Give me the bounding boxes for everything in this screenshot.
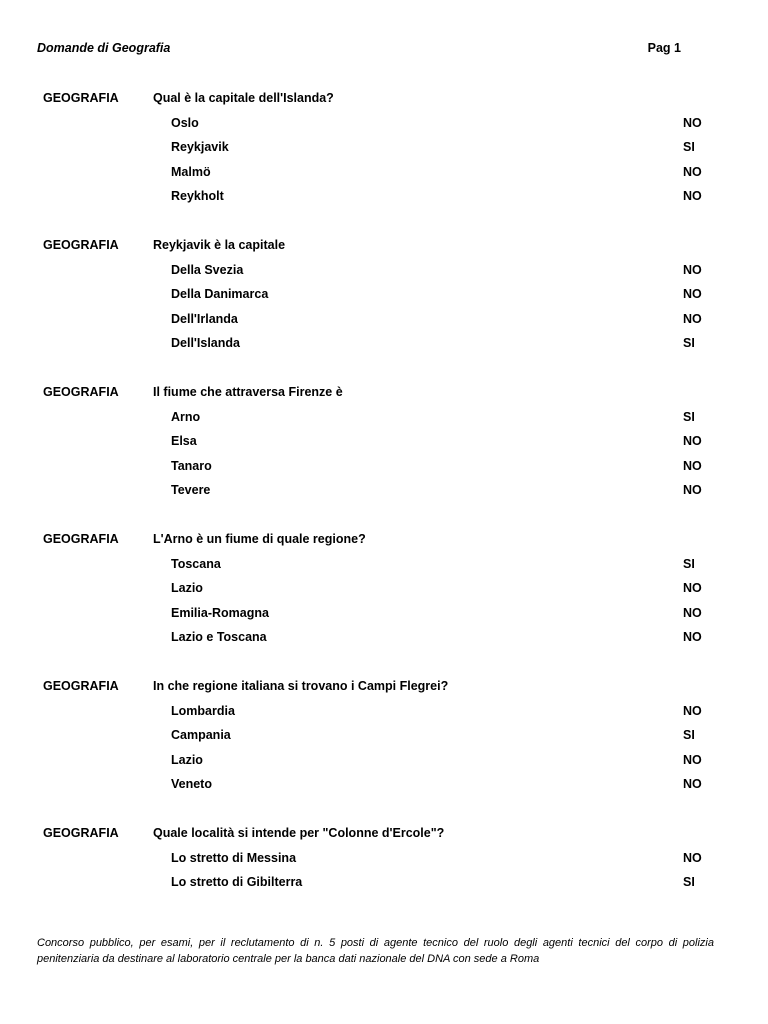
answer-option: [0, 114, 768, 139]
question-row: [0, 677, 768, 702]
option-label: Campania: [171, 728, 231, 742]
answer-option: [0, 481, 768, 506]
option-label: Reykholt: [171, 189, 224, 203]
option-answer: NO: [683, 311, 702, 326]
answer-option: [0, 775, 768, 800]
option-label: Lo stretto di Messina: [171, 850, 297, 865]
option-answer: NO: [683, 850, 702, 865]
option-answer: SI: [683, 409, 695, 424]
option-answer: NO: [683, 287, 702, 301]
answer-option: [0, 873, 768, 898]
option-label: Tevere: [171, 483, 211, 497]
question-row: [0, 89, 768, 114]
option-label: Malmö: [171, 164, 211, 179]
page-header: [37, 41, 681, 61]
option-label: Reykjavik: [171, 140, 229, 154]
question-row: [0, 383, 768, 408]
option-label: Dell'Irlanda: [171, 311, 238, 326]
answer-option: [0, 163, 768, 188]
question-block: [0, 530, 768, 653]
option-answer: NO: [683, 777, 702, 791]
option-answer: NO: [683, 115, 702, 130]
question-category: GEOGRAFIA: [43, 532, 119, 546]
answer-option: [0, 432, 768, 457]
option-answer: NO: [683, 630, 702, 644]
option-label: Dell'Islanda: [171, 336, 240, 350]
question-category: GEOGRAFIA: [43, 238, 119, 252]
footer-note: Concorso pubblico, per esami, per il reclutamento di n. 5 posti di agente tecnico del ruolo degli agenti tecnici del corpo di polizia penitenziaria da destinare al laboratorio centrale per la banca dati nazionale del DNA con sede a Roma: [37, 937, 714, 965]
option-label: Lombardia: [171, 703, 235, 718]
answer-option: [0, 726, 768, 751]
answer-option: [0, 285, 768, 310]
answer-option: [0, 408, 768, 433]
option-label: Emilia-Romagna: [171, 605, 269, 620]
option-answer: SI: [683, 875, 695, 889]
question-text: Qual è la capitale dell'Islanda?: [153, 91, 334, 105]
option-label: Tanaro: [171, 458, 212, 473]
question-text: In che regione italiana si trovano i Campi Flegrei?: [153, 679, 449, 693]
answer-option: [0, 555, 768, 580]
option-label: Della Svezia: [171, 262, 244, 277]
option-answer: NO: [683, 703, 702, 718]
question-category: GEOGRAFIA: [43, 385, 119, 399]
answer-option: [0, 187, 768, 212]
option-label: Lo stretto di Gibilterra: [171, 875, 303, 889]
option-answer: NO: [683, 262, 702, 277]
question-list: [0, 89, 768, 922]
option-label: Toscana: [171, 556, 221, 571]
answer-option: [0, 849, 768, 874]
option-answer: SI: [683, 336, 695, 350]
question-text: Reykjavik è la capitale: [153, 238, 286, 252]
option-answer: NO: [683, 605, 702, 620]
option-answer: NO: [683, 752, 702, 767]
option-label: Elsa: [171, 434, 197, 448]
question-text: Quale località si intende per "Colonne d'Ercole"?: [153, 826, 445, 840]
option-label: Oslo: [171, 115, 199, 130]
answer-option: [0, 751, 768, 776]
option-answer: NO: [683, 189, 702, 203]
answer-option: [0, 579, 768, 604]
option-answer: NO: [683, 458, 702, 473]
answer-option: [0, 138, 768, 163]
question-row: [0, 236, 768, 261]
question-block: [0, 677, 768, 800]
question-row: [0, 824, 768, 849]
question-category: GEOGRAFIA: [43, 91, 119, 105]
answer-option: [0, 628, 768, 653]
question-block: [0, 89, 768, 212]
answer-option: [0, 604, 768, 629]
option-answer: SI: [683, 728, 695, 742]
option-answer: SI: [683, 140, 695, 154]
answer-option: [0, 457, 768, 482]
option-label: Della Danimarca: [171, 287, 269, 301]
option-label: Lazio: [171, 581, 203, 595]
answer-option: [0, 310, 768, 335]
question-text: Il fiume che attraversa Firenze è: [153, 385, 343, 399]
answer-option: [0, 702, 768, 727]
question-category: GEOGRAFIA: [43, 679, 119, 693]
option-answer: NO: [683, 483, 702, 497]
page-number: Pag 1: [647, 41, 681, 55]
question-row: [0, 530, 768, 555]
document-title: Domande di Geografia: [37, 41, 171, 55]
question-block: [0, 824, 768, 898]
option-answer: NO: [683, 434, 702, 448]
option-label: Lazio: [171, 752, 203, 767]
question-block: [0, 236, 768, 359]
option-answer: NO: [683, 164, 702, 179]
answer-option: [0, 334, 768, 359]
answer-option: [0, 261, 768, 286]
question-category: GEOGRAFIA: [43, 826, 119, 840]
option-label: Arno: [171, 409, 201, 424]
question-text: L'Arno è un fiume di quale regione?: [153, 532, 366, 546]
question-block: [0, 383, 768, 506]
option-answer: SI: [683, 556, 695, 571]
option-label: Lazio e Toscana: [171, 630, 267, 644]
option-label: Veneto: [171, 777, 212, 791]
option-answer: NO: [683, 581, 702, 595]
